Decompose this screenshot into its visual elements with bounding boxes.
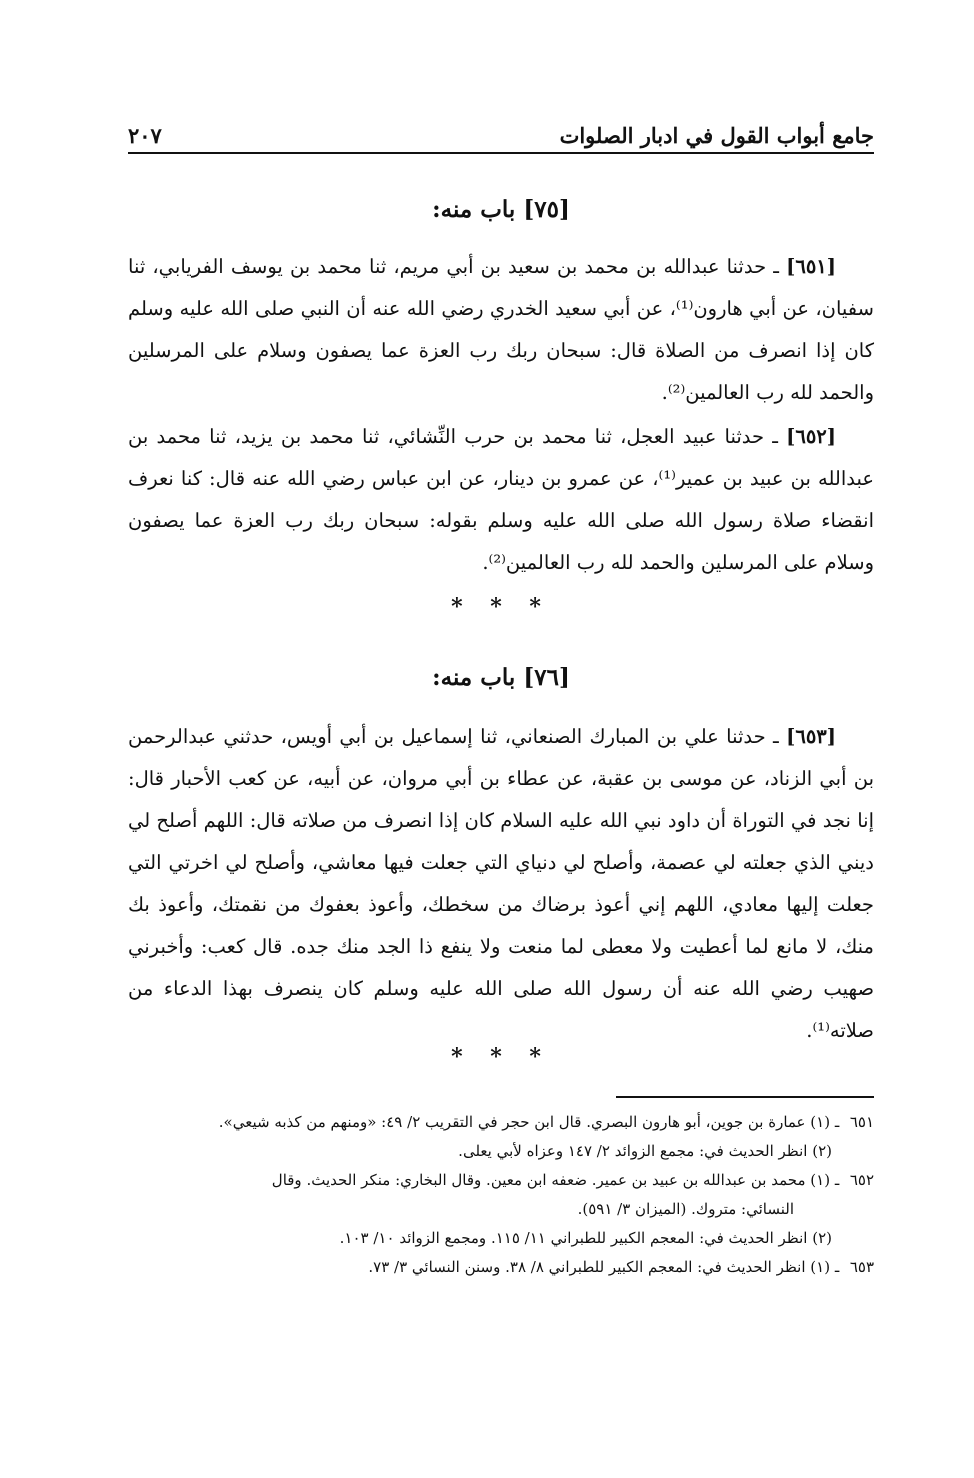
footnote-line	[128, 1253, 874, 1282]
footnote-group-651	[128, 1108, 874, 1166]
footnote-id: ٦٥١	[849, 1113, 874, 1131]
section-separator: * * *	[451, 594, 551, 620]
footnote-line: النسائي: متروك. (الميزان ٣/ ٥٩١).	[577, 1200, 794, 1218]
page-header	[128, 112, 874, 148]
section-separator: * * *	[451, 1044, 551, 1070]
footnote-id: ٦٥٣	[849, 1258, 874, 1276]
footnote-group-652	[128, 1166, 874, 1253]
hadith-text: ـ حدثنا علي بن المبارك الصنعاني، ثنا إسماعيل بن أبي أويس، حدثني عبدالرحمن بن أبي الزناد، عن موسى بن عقبة، عن عطاء بن أبي مروان، عن أبيه، عن كعب الأحبار قال: إنا نجد في التوراة أن داود نبي الله عليه السلام كان إذا انصرف من صلاته قال: اللهم أصلح لي ديني الذي جعلته لي عصمة، وأصلح لي دنياي التي جعلت فيها معاشي، وأصلح لي اخرتي التي جعلت إليها معادي، اللهم إني أعوذ برضاك من سخطك، وأعوذ بعفوك من نقمتك، وأعوذ بك منك، لا مانع لما أعطيت ولا معطى لما منعت ولا ينفع ذا الجد منك جده. قال كعب: وأخبرني صهيب رضي الله عنه أن رسول الله صلى الله عليه وسلم كان ينصرف بهذا الدعاء من صلاته⁽¹⁾.	[128, 725, 874, 1042]
hadith-652	[128, 416, 874, 584]
hadith-653	[128, 716, 874, 1052]
running-title: جامع أبواب القول في ادبار الصلوات	[559, 123, 874, 148]
footnote-group-653	[128, 1253, 874, 1282]
header-rule	[128, 152, 874, 154]
section-title-76: [٧٦] باب منه:	[432, 664, 570, 691]
footnote-line	[128, 1166, 874, 1195]
footnote-line	[128, 1108, 874, 1137]
page-number: ٢٠٧	[128, 123, 162, 148]
footnote-text: ـ (١) عمارة بن جوين، أبو هارون البصري. قال ابن حجر في التقريب ٢/ ٤٩: «ومنهم من كذبه شيعي».	[218, 1113, 840, 1131]
hadith-text: ـ حدثنا عبيد العجل، ثنا محمد بن حرب النِّشائي، ثنا محمد بن يزيد، ثنا محمد بن عبدالله بن عبيد بن عمير⁽¹⁾، عن عمرو بن دينار، عن ابن عباس رضي الله عنه قال: كنا نعرف انقضاء صلاة رسول الله صلى الله عليه وسلم بقوله: سبحان ربك رب العزة عما يصفون وسلام على المرسلين والحمد لله رب العالمين⁽²⁾.	[128, 425, 875, 574]
footnote-text: ـ (١) محمد بن عبدالله بن عبيد بن عمير. ضعفه ابن معين. وقال البخاري: منكر الحديث. وقال	[271, 1171, 840, 1189]
footnote-id: ٦٥٢	[849, 1171, 874, 1189]
footnote-line: (٢) انظر الحديث في: المعجم الكبير للطبراني ١١/ ١١٥. ومجمع الزوائد ١٠/ ١٠٣.	[339, 1229, 832, 1247]
hadith-651	[128, 246, 874, 414]
hadith-text: ـ حدثنا عبدالله بن محمد بن سعيد بن أبي مريم، ثنا محمد بن يوسف الفريابي، ثنا سفيان، عن أبي هارون⁽¹⁾، عن أبي سعيد الخدري رضي الله عنه أن النبي صلى الله عليه وسلم كان إذا انصرف من الصلاة قال: سبحان ربك رب العزة عما يصفون وسلام على المرسلين والحمد لله رب العالمين⁽²⁾.	[128, 255, 875, 404]
footnotes	[128, 1108, 874, 1282]
footnote-line: (٢) انظر الحديث في: مجمع الزوائد ٢/ ١٤٧ وعزاه لأبي يعلى.	[458, 1142, 832, 1160]
hadith-number: [٦٥٣]	[786, 725, 836, 748]
hadith-number: [٦٥١]	[786, 255, 836, 278]
hadith-number: [٦٥٢]	[786, 425, 836, 448]
footnote-rule	[616, 1096, 874, 1098]
section-title-75: [٧٥] باب منه:	[432, 196, 570, 223]
footnote-text: ـ (١) انظر الحديث في: المعجم الكبير للطبراني ٨/ ٣٨. وسنن النسائي ٣/ ٧٣.	[368, 1258, 840, 1276]
